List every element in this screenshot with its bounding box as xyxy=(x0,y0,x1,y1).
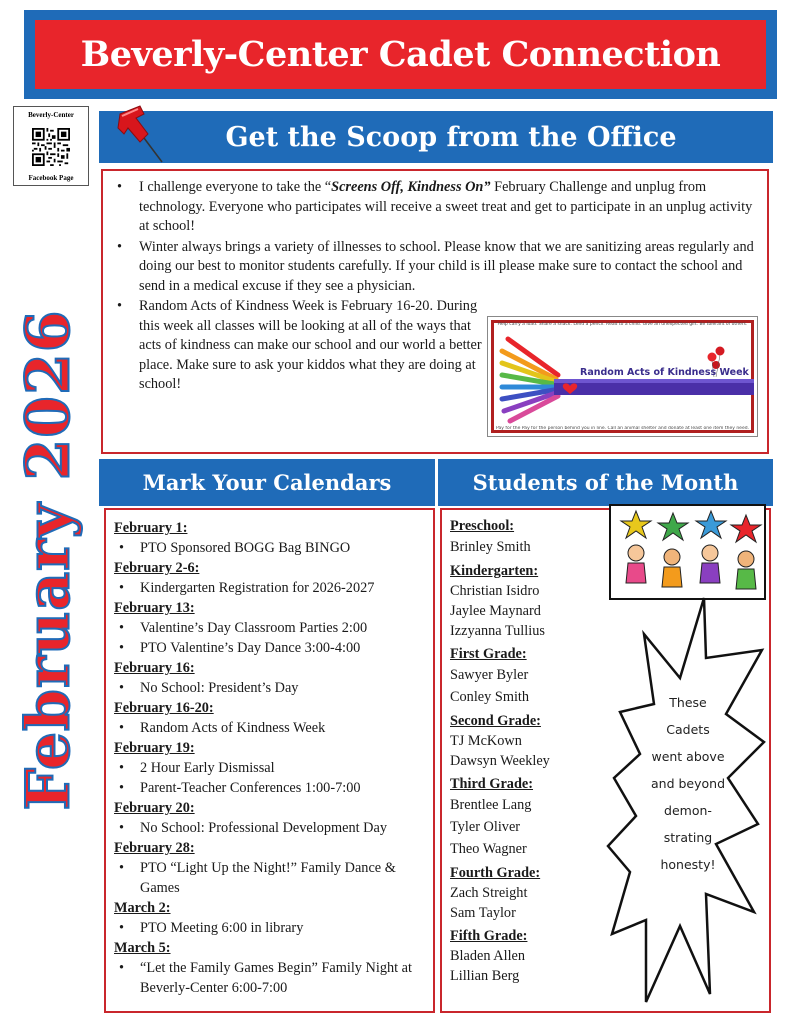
calendar-date: February 2-6: xyxy=(114,560,200,576)
student-name: Zach Streight xyxy=(450,885,528,901)
starburst-message xyxy=(640,689,736,878)
student-name: Christian Isidro xyxy=(450,583,540,599)
scoop-section-header xyxy=(99,111,773,163)
calendar-date: February 16-20: xyxy=(114,700,214,716)
student-name: Lillian Berg xyxy=(450,968,520,984)
calendar-event: • Random Acts of Kindness Week xyxy=(114,718,432,738)
calendar-event: • No School: President’s Day xyxy=(114,678,432,698)
qr-bottom-label: Facebook Page xyxy=(28,174,74,182)
starburst-line: These xyxy=(669,695,707,710)
calendar-date: February 16: xyxy=(114,660,195,676)
student-name: Bladen Allen xyxy=(450,948,526,964)
grade-heading: Preschool: xyxy=(450,518,515,534)
qr-top-label: Beverly-Center xyxy=(28,111,74,119)
student-name: Izzyanna Tullius xyxy=(450,623,545,639)
scoop-heading: Get the Scoop from the Office xyxy=(225,121,677,153)
calendar-heading: Mark Your Calendars xyxy=(142,470,392,495)
starburst-line: went above xyxy=(651,749,725,764)
calendar-date: March 5: xyxy=(114,940,171,956)
scoop-item-1-emphasis: Screens Off, Kindness On” xyxy=(331,179,491,195)
grade-heading: First Grade: xyxy=(450,646,527,662)
side-month-text: February 2026 xyxy=(13,309,84,811)
scoop-item-illness: • Winter always brings a variety of illnesses to school. Please know that we are sanitizing areas regularly and doing our best to monitor students carefully. If your child is ill please make sure to contact the school and send in a medical excuse if they see a physician. xyxy=(113,238,761,297)
calendar-list xyxy=(114,518,432,998)
calendar-event: • 2 Hour Early Dismissal xyxy=(114,758,432,778)
student-name: Tyler Oliver xyxy=(450,819,521,835)
kindness-bottom-border-text: Pay for the Pay for the person behind you in line. Call an animal shelter and donate at least one item they need. xyxy=(496,426,749,431)
kindness-week-graphic xyxy=(487,316,758,437)
calendar-section-header xyxy=(99,459,435,506)
starburst-line: and beyond xyxy=(650,776,726,791)
calendar-event: • Kindergarten Registration for 2026-2027 xyxy=(114,578,432,598)
students-section-header xyxy=(438,459,773,506)
scoop-content-box xyxy=(101,169,769,454)
star-kids-clipart xyxy=(608,503,767,601)
push-pin-icon xyxy=(114,104,172,164)
calendar-date: February 1: xyxy=(114,520,188,536)
calendar-date: February 13: xyxy=(114,600,195,616)
student-name: Theo Wagner xyxy=(450,841,527,857)
calendar-date: February 19: xyxy=(114,740,195,756)
side-month-title xyxy=(13,300,84,820)
starburst-line: honesty! xyxy=(660,857,716,872)
students-list xyxy=(450,516,620,986)
scoop-item-kindness-week: • Random Acts of Kindness Week is February 16-20. During this week all classes will be looking at all of the ways that acts of kindness can make our school and our world a better place. Make sure to ask your kiddos what they are doing at school! xyxy=(113,297,483,395)
starburst-line: demon- xyxy=(664,803,712,818)
calendar-event: • No School: Professional Development Day xyxy=(114,818,432,838)
students-heading: Students of the Month xyxy=(472,470,739,495)
student-name: Sam Taylor xyxy=(450,905,516,921)
student-name: Sawyer Byler xyxy=(450,667,529,683)
calendar-event: • PTO “Light Up the Night!” Family Dance & Games xyxy=(114,858,432,898)
starburst-line: strating xyxy=(663,830,713,845)
title-banner-inner xyxy=(35,20,766,89)
calendar-date: March 2: xyxy=(114,900,171,916)
grade-heading: Fourth Grade: xyxy=(450,865,541,881)
qr-code-icon xyxy=(32,128,70,166)
calendar-event: • PTO Meeting 6:00 in library xyxy=(114,918,432,938)
student-name: Conley Smith xyxy=(450,689,530,705)
scoop-item-1-after: February Challenge and unplug from technology. Everyone who participates will receive a sweet treat and get to participate in an unplug activity at school! xyxy=(139,179,753,234)
grade-heading: Second Grade: xyxy=(450,713,541,729)
calendar-content-box xyxy=(104,508,435,1013)
calendar-event: • PTO Valentine’s Day Dance 3:00-4:00 xyxy=(114,638,432,658)
student-name: Brinley Smith xyxy=(450,539,531,555)
starburst-line: Cadets xyxy=(666,722,710,737)
calendar-event: • “Let the Family Games Begin” Family Night at Beverly-Center 6:00-7:00 xyxy=(114,958,432,998)
student-name: TJ McKown xyxy=(450,733,522,749)
calendar-event: • Parent-Teacher Conferences 1:00-7:00 xyxy=(114,778,432,798)
grade-heading: Third Grade: xyxy=(450,776,534,792)
calendar-event: • Valentine’s Day Classroom Parties 2:00 xyxy=(114,618,432,638)
student-name: Jaylee Maynard xyxy=(450,603,541,619)
calendar-event: • PTO Sponsored BOGG Bag BINGO xyxy=(114,538,432,558)
facebook-qr-box[interactable] xyxy=(13,106,89,186)
newsletter-title: Beverly-Center Cadet Connection xyxy=(80,34,721,75)
grade-heading: Kindergarten: xyxy=(450,563,539,579)
student-name: Dawsyn Weekley xyxy=(450,753,550,769)
scoop-item-screens-off xyxy=(113,178,761,237)
grade-heading: Fifth Grade: xyxy=(450,928,528,944)
title-banner xyxy=(24,10,777,99)
student-name: Brentlee Lang xyxy=(450,797,532,813)
calendar-date: February 28: xyxy=(114,840,195,856)
kindness-week-label: Random Acts of Kindness Week xyxy=(580,367,749,378)
scoop-item-1-before: I challenge everyone to take the “ xyxy=(139,179,332,195)
kindness-top-border-text: Help carry a load. Share a snack. Lend a pencil. Read to a child. Give an unexpected gift. Be tolerant of others. xyxy=(497,322,748,327)
calendar-date: February 20: xyxy=(114,800,195,816)
